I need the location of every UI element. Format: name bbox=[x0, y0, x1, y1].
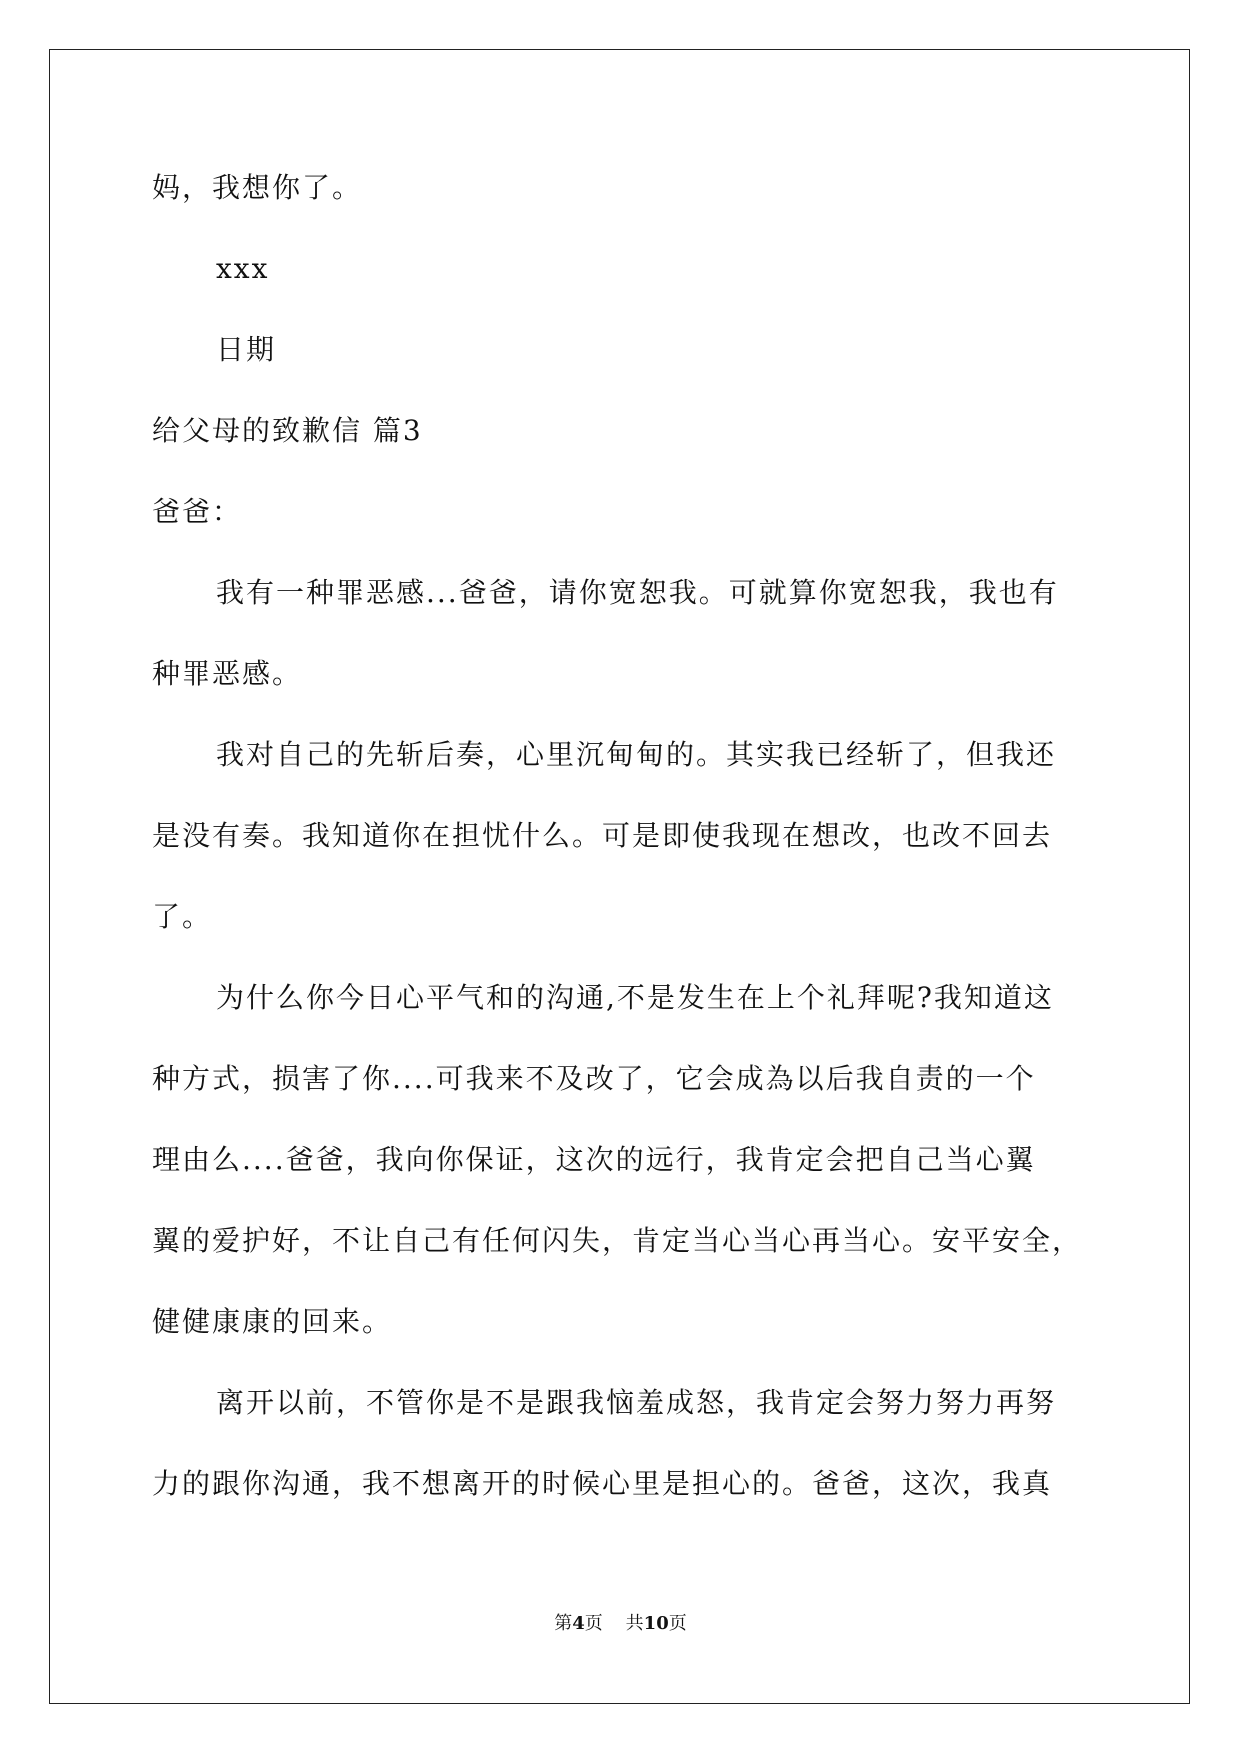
text-line: 理由么....爸爸，我向你保证，这次的远行，我肯定会把自己当心翼 bbox=[152, 1143, 1036, 1176]
text-line: 我对自己的先斩后奏，心里沉甸甸的。其实我已经斩了，但我还 bbox=[216, 738, 1057, 771]
section-heading: 给父母的致歉信 篇3 bbox=[152, 414, 423, 447]
text-line: 为什么你今日心平气和的沟通,不是发生在上个礼拜呢?我知道这 bbox=[216, 981, 1054, 1014]
text-line: 种方式，损害了你....可我来不及改了，它会成為以后我自责的一个 bbox=[152, 1062, 1036, 1095]
text-line: 妈，我想你了。 bbox=[152, 171, 363, 204]
footer-total-prefix: 共 bbox=[625, 1613, 644, 1634]
footer-prefix: 第 bbox=[554, 1613, 573, 1634]
text-line: 健健康康的回来。 bbox=[152, 1305, 393, 1338]
date-line: 日期 bbox=[216, 333, 277, 366]
text-line: 是没有奏。我知道你在担忧什么。可是即使我现在想改，也改不回去 bbox=[152, 819, 1053, 852]
text-line: 我有一种罪恶感...爸爸，请你宽恕我。可就算你宽恕我，我也有 bbox=[216, 576, 1059, 609]
text-line: 力的跟你沟通，我不想离开的时候心里是担心的。爸爸，这次，我真 bbox=[152, 1467, 1053, 1500]
document-body bbox=[152, 147, 1092, 1524]
text-line: 了。 bbox=[152, 900, 213, 933]
page-footer bbox=[0, 1609, 1241, 1635]
total-page-number: 10 bbox=[643, 1613, 669, 1634]
text-line: 翼的爱护好，不让自己有任何闪失，肯定当心当心再当心。安平安全， bbox=[152, 1224, 1083, 1257]
salutation: 爸爸： bbox=[152, 495, 243, 528]
text-line: 种罪恶感。 bbox=[152, 657, 303, 690]
footer-page-word: 页 bbox=[584, 1613, 603, 1634]
signature-line: xxx bbox=[216, 252, 270, 285]
text-line: 离开以前，不管你是不是跟我恼羞成怒，我肯定会努力努力再努 bbox=[216, 1386, 1057, 1419]
current-page-number: 4 bbox=[572, 1613, 585, 1634]
footer-total-suffix: 页 bbox=[668, 1613, 687, 1634]
